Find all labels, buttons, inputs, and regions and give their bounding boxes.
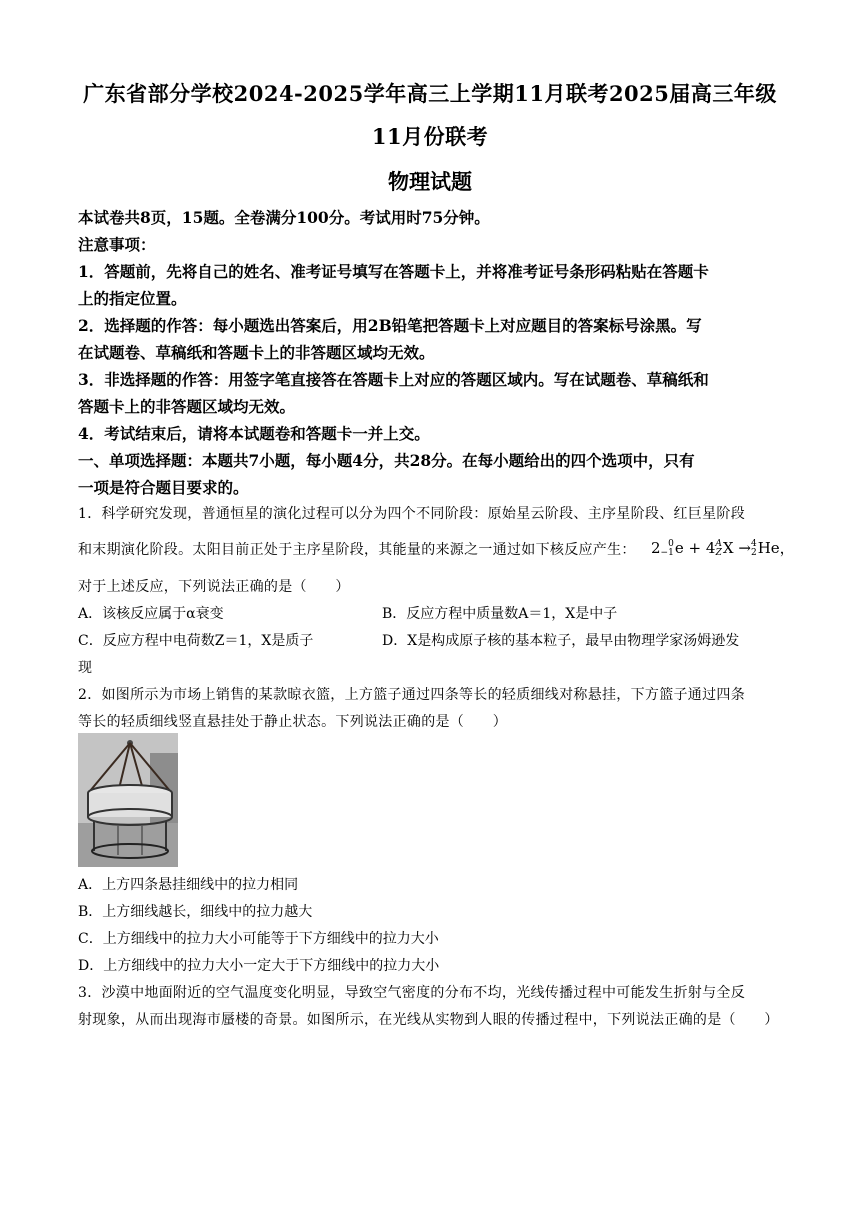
- exam-title-line1: 广东省部分学校2024-2025学年高三上学期11月联考2025届高三年级: [83, 81, 777, 106]
- question-1-text: 1．科学研究发现，普通恒星的演化过程可以分为四个不同阶段：原始星云阶段、主序星阶段、红巨星阶段: [78, 506, 746, 522]
- option-b: B．上方细线越长，细线中的拉力越大: [78, 904, 313, 920]
- eq-symbol: e: [674, 539, 684, 557]
- eq-symbol: X: [722, 539, 734, 557]
- notice-line: 答题卡上的非答题区域均无效。: [78, 397, 296, 416]
- notice-line: 2．选择题的作答：每小题选出答案后，用2B铅笔把答题卡上对应题目的答案标号涂黑。写: [78, 316, 702, 335]
- question-1-text: 和末期演化阶段。太阳目前正处于主序星阶段，其能量的来源之一通过如下核反应产生：: [78, 542, 636, 558]
- notice-line: 4．考试结束后，请将本试题卷和答题卡一并上交。: [78, 424, 430, 443]
- eq-superscript: A: [715, 539, 722, 549]
- eq-arrow: →: [738, 539, 751, 557]
- option-d-continued: 现: [78, 660, 92, 676]
- section-heading: 一、单项选择题：本题共7小题，每小题4分，共28分。在每小题给出的四个选项中，只有: [78, 451, 695, 470]
- eq-coefficient: 2: [651, 539, 661, 557]
- question-2-text: 等长的轻质细线竖直悬挂处于静止状态。下列说法正确的是（ ）: [78, 714, 507, 730]
- eq-subscript: Z: [715, 548, 722, 558]
- option-b: B．反应方程中质量数A＝1，X是中子: [382, 606, 618, 622]
- exam-title-line2: 11月份联考: [371, 124, 489, 149]
- laundry-basket-photo: [78, 733, 178, 867]
- eq-symbol: He: [757, 539, 780, 557]
- eq-superscript: 0: [668, 539, 674, 549]
- section-heading: 一项是符合题目要求的。: [78, 478, 249, 497]
- option-a: A．该核反应属于α衰变: [78, 606, 224, 622]
- nuclear-equation: [651, 537, 795, 558]
- option-c: C．反应方程中电荷数Z＝1，X是质子: [78, 633, 314, 649]
- eq-subscript: −1: [660, 548, 674, 558]
- notice-line: 上的指定位置。: [78, 289, 187, 308]
- eq-coefficient: 4: [705, 539, 716, 557]
- option-d: D．X是构成原子核的基本粒子，最早由物理学家汤姆逊发: [382, 633, 740, 649]
- exam-summary: 本试卷共8页，15题。全卷满分100分。考试用时75分钟。: [78, 208, 490, 227]
- notice-line: 3．非选择题的作答：用签字笔直接答在答题卡上对应的答题区域内。写在试题卷、草稿纸和: [78, 370, 709, 389]
- laundry-basket-drawing: [78, 733, 178, 867]
- eq-punctuation: ，: [779, 539, 795, 557]
- option-d: D．上方细线中的拉力大小一定大于下方细线中的拉力大小: [78, 958, 440, 974]
- question-2-text: 2．如图所示为市场上销售的某款晾衣篮，上方篮子通过四条等长的轻质细线对称悬挂，下方篮子通过四条: [78, 687, 746, 703]
- option-c: C．上方细线中的拉力大小可能等于下方细线中的拉力大小: [78, 931, 439, 947]
- question-3-text: 射现象，从而出现海市蜃楼的奇景。如图所示，在光线从实物到人眼的传播过程中，下列说法正确的是（ ）: [78, 1012, 779, 1028]
- subject-title: 物理试题: [388, 169, 472, 194]
- notice-line: 1．答题前，先将自己的姓名、准考证号填写在答题卡上，并将准考证号条形码粘贴在答题卡: [78, 262, 709, 281]
- question-1-text: 对于上述反应，下列说法正确的是（ ）: [78, 579, 350, 595]
- notice-line: 在试题卷、草稿纸和答题卡上的非答题区域均无效。: [78, 343, 435, 362]
- question-3-text: 3．沙漠中地面附近的空气温度变化明显，导致空气密度的分布不均，光线传播过程中可能发生折射与全反: [78, 985, 746, 1001]
- eq-operator: +: [688, 539, 702, 557]
- eq-subscript: 2: [750, 548, 757, 558]
- notice-heading: 注意事项：: [78, 235, 156, 254]
- eq-superscript: 4: [750, 539, 757, 549]
- option-a: A．上方四条悬挂细线中的拉力相同: [78, 877, 299, 893]
